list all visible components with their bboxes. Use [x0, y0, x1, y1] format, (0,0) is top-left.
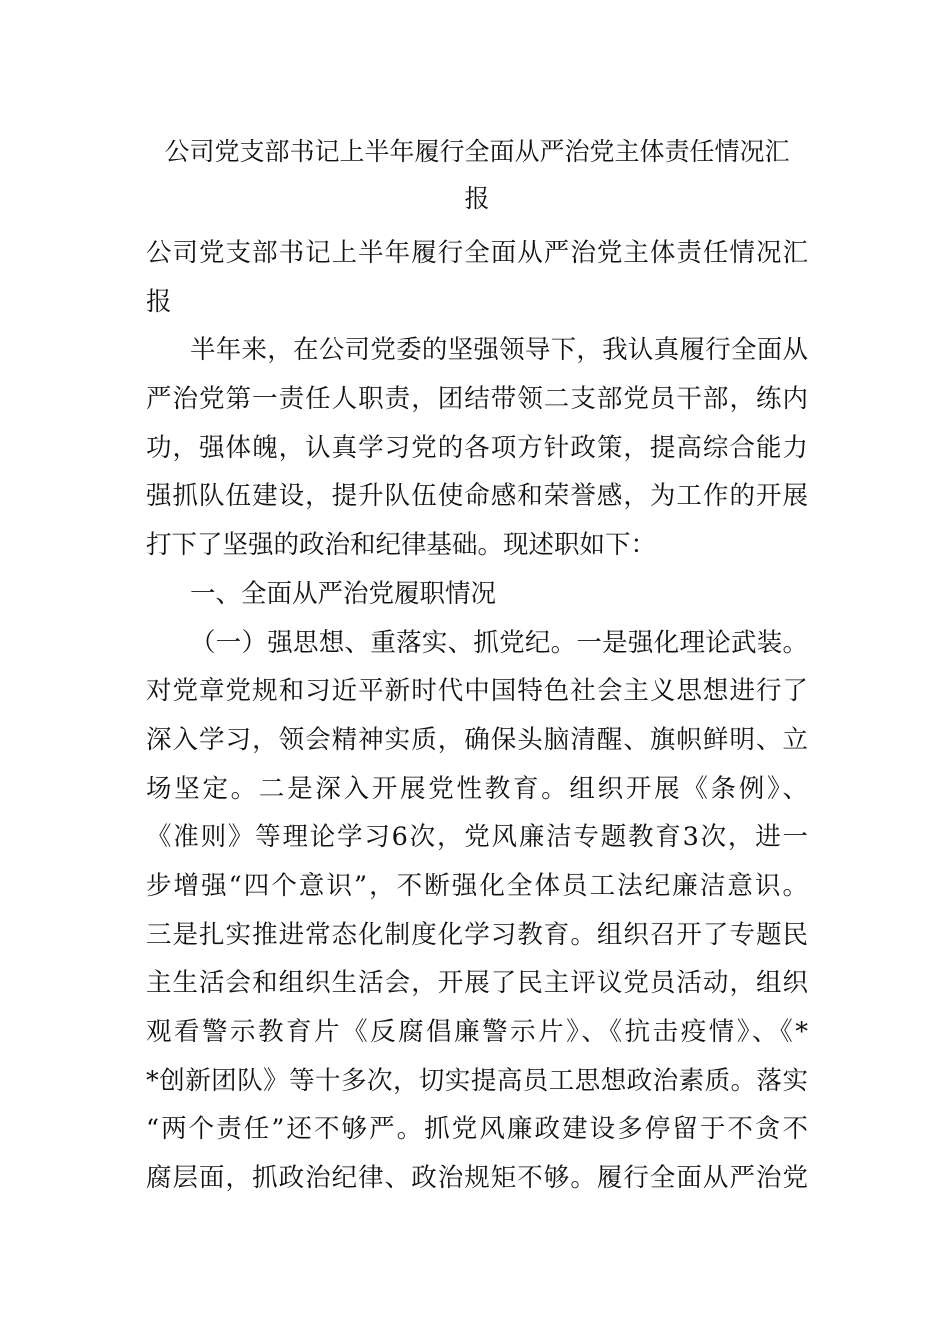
title-line-1: 公司党支部书记上半年履行全面从严治党主体责任情况汇	[164, 137, 790, 166]
body-line: 半年来，在公司党委的坚强领导下，我认真履行全面从	[190, 335, 808, 366]
body-line: 深入学习，领会精神实质，确保头脑清醒、旗帜鲜明、立	[146, 724, 808, 755]
body-line: 对党章党规和习近平新时代中国特色社会主义思想进行了	[146, 676, 808, 707]
document-title	[146, 128, 808, 222]
body-line: 腐层面，抓政治纪律、政治规矩不够。履行全面从严治党	[146, 1163, 808, 1194]
body-line: 强抓队伍建设，提升队伍使命感和荣誉感，为工作的开展	[146, 481, 808, 512]
body-line: 观看警示教育片《反腐倡廉警示片》、《抗击疫情》、《*	[146, 1017, 808, 1047]
body-line: 功，强体魄，认真学习党的各项方针政策，提高综合能力	[146, 432, 808, 463]
title-line-2: 报	[464, 184, 490, 213]
body-line: 步增强“四个意识”，不断强化全体员工法纪廉洁意识。	[146, 870, 808, 901]
body-line: “两个责任”还不够严。抓党风廉政建设多停留于不贪不	[146, 1114, 808, 1145]
body-line: （一）强思想、重落实、抓党纪。一是强化理论武装。	[190, 627, 808, 658]
body-line: 主生活会和组织生活会，开展了民主评议党员活动，组织	[146, 968, 808, 999]
body-line: 三是扎实推进常态化制度化学习教育。组织召开了专题民	[146, 919, 808, 950]
document-body	[146, 229, 808, 1203]
body-line: 场坚定。二是深入开展党性教育。组织开展《条例》、	[146, 773, 808, 804]
section-heading: 一、全面从严治党履职情况	[190, 578, 497, 609]
body-line: 严治党第一责任人职责，团结带领二支部党员干部，练内	[146, 384, 808, 415]
body-line: 报	[146, 286, 172, 317]
body-line: 打下了坚强的政治和纪律基础。现述职如下：	[146, 530, 657, 561]
body-line: *创新团队》等十多次，切实提高员工思想政治素质。落实	[146, 1065, 808, 1096]
body-line: 公司党支部书记上半年履行全面从严治党主体责任情况汇	[146, 238, 808, 268]
body-line: 《准则》等理论学习6次，党风廉洁专题教育3次，进一	[146, 822, 808, 853]
